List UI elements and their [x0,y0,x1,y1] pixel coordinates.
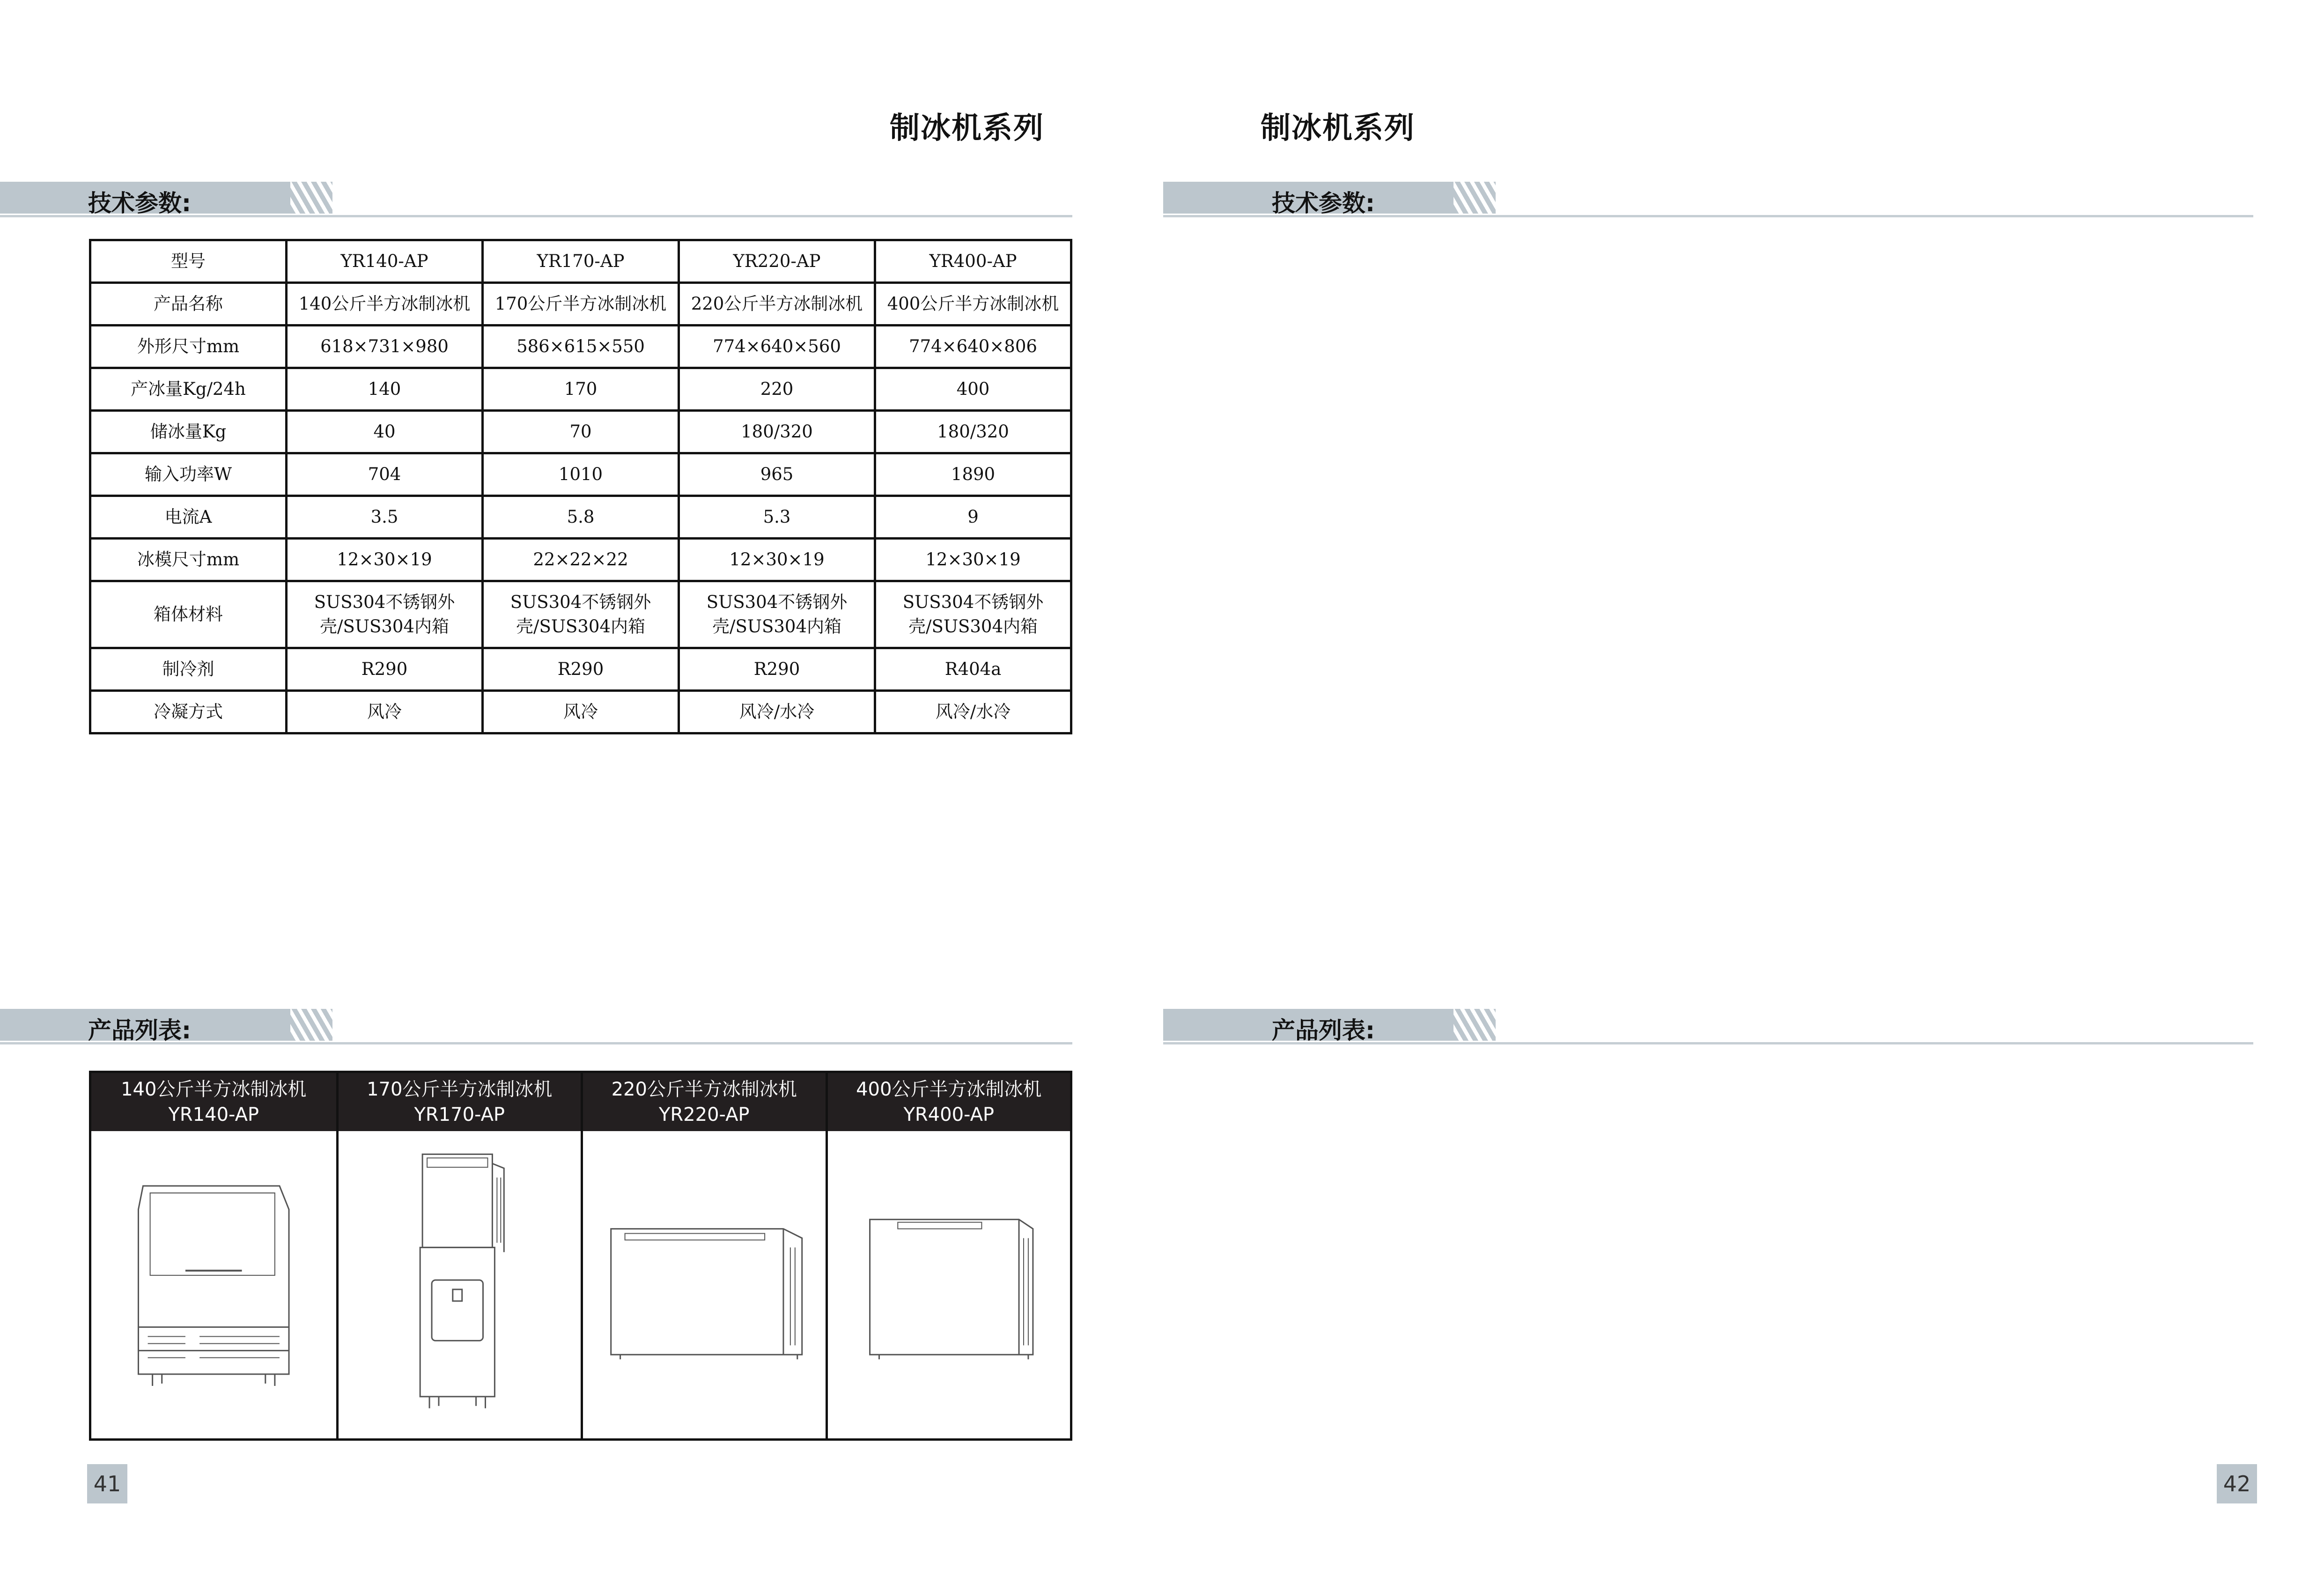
table-row [90,581,1071,648]
table-cell: 风冷 [483,691,679,733]
product-name: 170公斤半方冰制冰机 [367,1079,553,1100]
table-cell: R404a [875,648,1071,691]
table-cell: SUS304不锈钢外壳/SUS304内箱 [875,581,1071,648]
product-list-section-header [0,1009,1072,1044]
series-title: 制冰机系列 [1261,111,1415,146]
ice-machine-head-icon [828,1131,1070,1438]
row-header: 冷凝方式 [90,691,287,733]
table-cell: 618×731×980 [287,326,483,368]
table-cell: YR140-AP [287,240,483,283]
table-cell: 40 [287,411,483,453]
ice-machine-dispenser-icon [339,1131,581,1438]
row-header: 电流A [90,496,287,539]
table-row [90,411,1071,453]
product-list-section-header [1163,1009,2253,1044]
table-cell: 风冷 [287,691,483,733]
product-name: 140公斤半方冰制冰机 [121,1079,307,1100]
table-row [90,283,1071,326]
table-row [90,496,1071,539]
ice-machine-head-icon [583,1131,826,1438]
table-cell: 9 [875,496,1071,539]
table-cell: 140公斤半方冰制冰机 [287,283,483,326]
spec-section-header [0,182,1072,217]
page-41 [0,0,1114,1577]
product-model: YR220-AP [658,1104,750,1125]
table-cell: 704 [287,453,483,496]
table-cell: R290 [483,648,679,691]
table-cell: 12×30×19 [287,539,483,581]
table-cell: 220公斤半方冰制冰机 [679,283,875,326]
product-grid [89,1071,1072,1441]
product-card [826,1073,1070,1438]
row-header: 型号 [90,240,287,283]
row-header: 冰模尺寸mm [90,539,287,581]
row-header: 制冷剂 [90,648,287,691]
product-card [91,1073,336,1438]
ice-machine-undercounter-icon [91,1131,336,1438]
table-cell: 5.3 [679,496,875,539]
table-cell: 180/320 [679,411,875,453]
product-header [828,1073,1070,1131]
table-cell: 400 [875,368,1071,411]
product-name: 220公斤半方冰制冰机 [611,1079,797,1100]
product-header [583,1073,826,1131]
product-list-heading: 产品列表: [88,1017,191,1044]
page-42 [1161,0,2324,1577]
series-title: 制冰机系列 [890,111,1044,146]
table-cell: YR170-AP [483,240,679,283]
table-row [90,368,1071,411]
spec-table [89,239,1072,734]
product-card [581,1073,826,1438]
product-name: 400公斤半方冰制冰机 [856,1079,1042,1100]
table-cell: R290 [679,648,875,691]
product-card [336,1073,581,1438]
table-cell: SUS304不锈钢外壳/SUS304内箱 [483,581,679,648]
table-cell: 22×22×22 [483,539,679,581]
page-number: 42 [2217,1464,2257,1503]
row-header: 箱体材料 [90,581,287,648]
product-header [339,1073,581,1131]
table-cell: 774×640×560 [679,326,875,368]
table-cell: 220 [679,368,875,411]
row-header: 产冰量Kg/24h [90,368,287,411]
table-cell: 400公斤半方冰制冰机 [875,283,1071,326]
spec-heading: 技术参数: [88,190,191,217]
table-row [90,453,1071,496]
table-cell: 140 [287,368,483,411]
product-model: YR170-AP [414,1104,505,1125]
table-cell: 12×30×19 [875,539,1071,581]
row-header: 产品名称 [90,283,287,326]
table-cell: SUS304不锈钢外壳/SUS304内箱 [287,581,483,648]
product-header [91,1073,336,1131]
table-cell: 170公斤半方冰制冰机 [483,283,679,326]
table-row [90,326,1071,368]
table-cell: 180/320 [875,411,1071,453]
row-header: 外形尺寸mm [90,326,287,368]
row-header: 储冰量Kg [90,411,287,453]
product-model: YR140-AP [168,1104,259,1125]
table-cell: 774×640×806 [875,326,1071,368]
table-cell: 965 [679,453,875,496]
table-cell: 12×30×19 [679,539,875,581]
table-cell: R290 [287,648,483,691]
product-list-heading: 产品列表: [1272,1017,1375,1044]
page-number: 41 [87,1464,127,1503]
table-cell: YR220-AP [679,240,875,283]
table-cell: 风冷/水冷 [679,691,875,733]
product-model: YR400-AP [903,1104,995,1125]
table-row [90,648,1071,691]
table-cell: 70 [483,411,679,453]
spec-heading: 技术参数: [1272,190,1375,217]
table-cell: 1890 [875,453,1071,496]
table-cell: YR400-AP [875,240,1071,283]
table-cell: SUS304不锈钢外壳/SUS304内箱 [679,581,875,648]
table-row [90,539,1071,581]
row-header: 输入功率W [90,453,287,496]
table-cell: 5.8 [483,496,679,539]
table-cell: 风冷/水冷 [875,691,1071,733]
table-row [90,240,1071,283]
table-cell: 586×615×550 [483,326,679,368]
table-cell: 3.5 [287,496,483,539]
table-cell: 1010 [483,453,679,496]
table-row [90,691,1071,733]
spec-section-header [1163,182,2253,217]
table-cell: 170 [483,368,679,411]
